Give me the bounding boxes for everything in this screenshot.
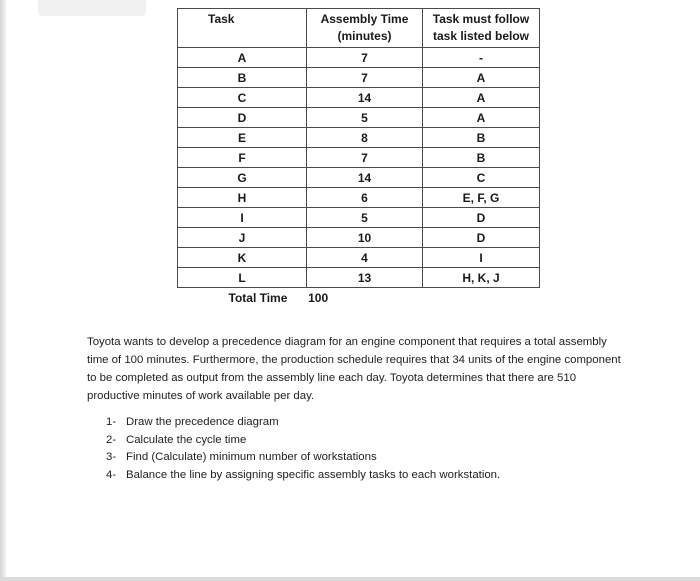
task-table <box>177 8 540 308</box>
task-cell: D <box>178 108 307 128</box>
time-cell: 14 <box>307 88 423 108</box>
task-cell: C <box>178 88 307 108</box>
time-cell: 7 <box>307 68 423 88</box>
question-item <box>106 432 500 450</box>
question-list <box>106 414 500 484</box>
follows-cell: D <box>423 208 540 228</box>
header-assembly-time-line1: Assembly Time <box>320 12 409 26</box>
header-assembly-time-line2: (minutes) <box>337 29 392 43</box>
header-follow <box>423 9 540 48</box>
header-task-label: Task <box>208 12 235 26</box>
question-number: 1- <box>106 416 117 428</box>
table-row <box>178 68 540 88</box>
table-row <box>178 108 540 128</box>
task-cell: I <box>178 208 307 228</box>
table-row <box>178 248 540 268</box>
left-edge-shadow <box>0 0 6 581</box>
table-row <box>178 188 540 208</box>
follows-cell: B <box>423 148 540 168</box>
header-task <box>178 9 307 48</box>
follows-cell: I <box>423 248 540 268</box>
question-text: Find (Calculate) minimum number of workstations <box>126 451 377 463</box>
follows-cell: D <box>423 228 540 248</box>
task-cell: L <box>178 268 307 288</box>
follows-cell: - <box>423 48 540 68</box>
problem-description: Toyota wants to develop a precedence diagram for an engine component that requires a total assembly time of 100 minutes. Furthermore, the production schedule requires that 34 units of the engine component to be completed as output from the assembly line each day. Toyota determines that there are 510 productive minutes of work available per day. <box>87 336 621 402</box>
total-empty-cell <box>423 288 540 309</box>
time-cell: 10 <box>307 228 423 248</box>
task-table-body <box>178 48 540 288</box>
table-row <box>178 168 540 188</box>
header-follow-line2: task listed below <box>432 29 530 43</box>
time-cell: 5 <box>307 108 423 128</box>
table-row <box>178 208 540 228</box>
question-item <box>106 414 500 432</box>
time-cell: 14 <box>307 168 423 188</box>
question-number: 2- <box>106 433 117 446</box>
follows-cell: A <box>423 88 540 108</box>
time-cell: 13 <box>307 268 423 288</box>
follows-cell: C <box>423 168 540 188</box>
question-number: 4- <box>106 468 117 481</box>
table-row <box>178 48 540 68</box>
table-row <box>178 128 540 148</box>
total-value: 100 <box>308 291 329 305</box>
time-cell: 4 <box>307 248 423 268</box>
task-cell: A <box>178 48 307 68</box>
time-cell: 8 <box>307 128 423 148</box>
question-text: Draw the precedence diagram <box>126 416 279 428</box>
question-text: Calculate the cycle time <box>126 433 247 446</box>
question-item <box>106 449 500 467</box>
total-label: Total Time <box>228 291 288 305</box>
time-cell: 5 <box>307 208 423 228</box>
total-row <box>178 288 540 309</box>
task-cell: B <box>178 68 307 88</box>
total-cell <box>178 288 423 309</box>
question-text: Balance the line by assigning specific assembly tasks to each workstation. <box>126 468 501 481</box>
question-number: 3- <box>106 451 117 463</box>
header-assembly-time <box>307 9 423 48</box>
follows-cell: H, K, J <box>423 268 540 288</box>
bottom-edge-shadow <box>0 577 700 581</box>
table-row <box>178 228 540 248</box>
table-row <box>178 148 540 168</box>
table-row <box>178 268 540 288</box>
top-tab-shadow <box>38 0 146 16</box>
task-cell: K <box>178 248 307 268</box>
follows-cell: E, F, G <box>423 188 540 208</box>
time-cell: 7 <box>307 148 423 168</box>
table-header-row <box>178 9 540 48</box>
table-row <box>178 88 540 108</box>
question-item <box>106 467 500 485</box>
time-cell: 7 <box>307 48 423 68</box>
task-cell: F <box>178 148 307 168</box>
task-cell: J <box>178 228 307 248</box>
follows-cell: B <box>423 128 540 148</box>
task-cell: H <box>178 188 307 208</box>
time-cell: 6 <box>307 188 423 208</box>
task-cell: E <box>178 128 307 148</box>
follows-cell: A <box>423 68 540 88</box>
header-follow-line1: Task must follow <box>432 12 530 26</box>
task-cell: G <box>178 168 307 188</box>
follows-cell: A <box>423 108 540 128</box>
